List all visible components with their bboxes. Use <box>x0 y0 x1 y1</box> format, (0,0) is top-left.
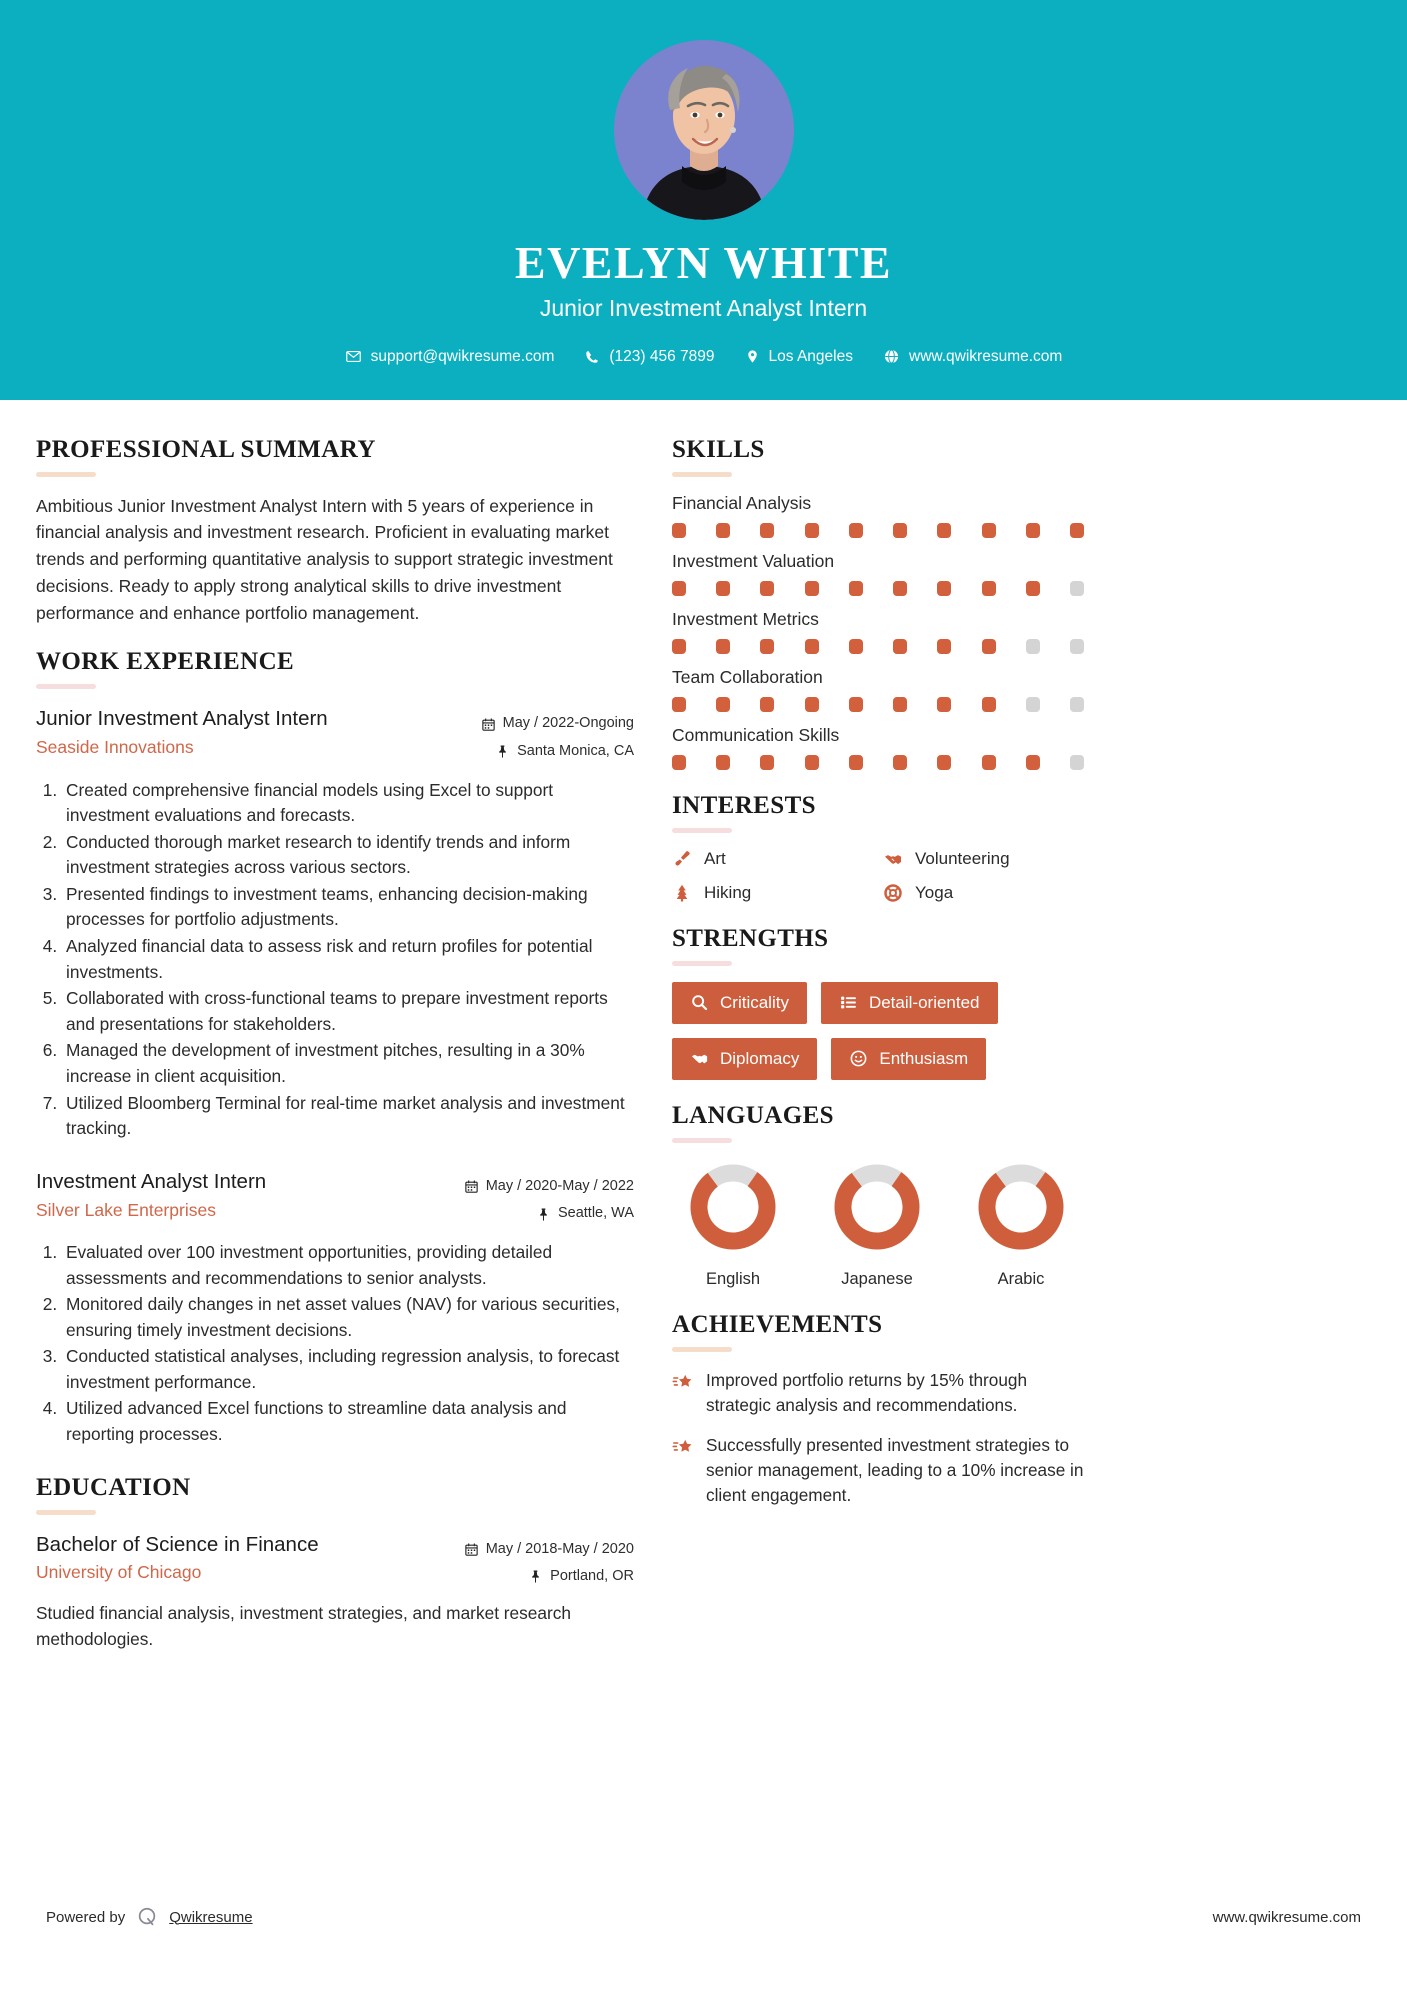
globe-icon <box>883 348 900 365</box>
skill-level-dot <box>893 523 907 538</box>
skill-name: Investment Valuation <box>672 550 835 571</box>
interest-item <box>883 883 1084 903</box>
strength-chip <box>821 982 998 1024</box>
job-bullet: 1. Evaluated over 100 investment opportunities, providing detailed assessments and recommendations to senior analysts. <box>62 1240 634 1291</box>
skill-level-dot <box>805 639 819 654</box>
achievement-text: Successfully presented investment strategies to senior management, leading to a 10% increase in client engagement. <box>706 1435 1084 1506</box>
skill-level-dot <box>1026 523 1040 538</box>
job-bullet: 3. Conducted statistical analyses, including regression analysis, to forecast investment performance. <box>62 1344 634 1395</box>
handshake-icon <box>883 849 903 869</box>
powered-by-label: Powered by <box>46 1908 126 1926</box>
skill-item <box>672 609 1084 654</box>
job-header <box>36 705 634 765</box>
job-location: Santa Monica, CA <box>517 742 634 759</box>
skill-level-dot <box>672 639 686 654</box>
location-pin-icon <box>745 348 760 365</box>
job-company: Silver Lake Enterprises <box>36 1199 216 1220</box>
education-title-block <box>36 1531 458 1584</box>
skill-level-dot <box>982 755 996 770</box>
magnifier-icon <box>690 993 709 1012</box>
education-list <box>36 1531 634 1653</box>
handshake-icon <box>690 1049 709 1068</box>
pin-icon <box>495 744 510 759</box>
skill-level-dot <box>982 697 996 712</box>
interest-item <box>672 883 873 903</box>
section-rule <box>36 472 96 477</box>
language-label: Japanese <box>841 1269 913 1288</box>
strength-label: Detail-oriented <box>868 992 980 1012</box>
contact-location[interactable] <box>745 348 853 366</box>
language-item <box>960 1159 1082 1289</box>
job-meta <box>458 705 634 765</box>
job-location-line <box>458 1200 634 1228</box>
smiley-icon <box>849 1049 868 1068</box>
skill-level-dot <box>1070 755 1084 770</box>
job-bullets <box>36 778 634 1142</box>
powered-by-block <box>46 1906 253 1928</box>
section-achievements <box>672 1311 1084 1509</box>
contact-website-text: www.qwikresume.com <box>909 347 1063 365</box>
skill-level-dot <box>937 639 951 654</box>
section-professional-summary <box>36 436 634 627</box>
education-description: Studied financial analysis, investment strategies, and market research methodologies. <box>36 1602 572 1649</box>
job-dates: May / 2020-May / 2022 <box>485 1177 634 1194</box>
skill-level-dot <box>849 697 863 712</box>
skill-item <box>672 667 1084 712</box>
skill-level-dot <box>1026 697 1040 712</box>
skill-level-dot <box>937 755 951 770</box>
job-location-line <box>458 738 634 766</box>
interest-item <box>883 849 1084 869</box>
language-donut-chart <box>973 1159 1069 1255</box>
job-dates-line <box>458 1173 634 1201</box>
job-bullet: 4. Analyzed financial data to assess risk and return profiles for potential investments. <box>62 934 634 985</box>
job-entry <box>36 705 634 1141</box>
strength-label: Enthusiasm <box>879 1048 969 1068</box>
education-location: Portland, OR <box>550 1568 634 1585</box>
tree-icon <box>672 883 692 903</box>
achievement-text: Improved portfolio returns by 15% through strategic analysis and recommendations. <box>706 1369 1028 1415</box>
strength-chip <box>672 1038 817 1080</box>
qwikresume-brand-link[interactable]: Qwikresume <box>169 1908 253 1926</box>
strength-label: Diplomacy <box>720 1048 800 1068</box>
job-dates: May / 2022-Ongoing <box>502 715 634 732</box>
section-rule <box>672 472 732 477</box>
skill-level-dot <box>1070 581 1084 596</box>
pin-icon <box>528 1569 543 1584</box>
lifebuoy-icon <box>883 883 903 903</box>
skill-level-dot <box>672 697 686 712</box>
education-location-line <box>458 1563 634 1591</box>
section-title-summary: PROFESSIONAL SUMMARY <box>36 435 376 463</box>
languages-list <box>672 1159 1084 1289</box>
skill-level-dot <box>1026 639 1040 654</box>
phone-icon <box>584 349 600 365</box>
job-location: Seattle, WA <box>557 1205 634 1222</box>
interest-label: Yoga <box>915 882 954 902</box>
calendar-icon <box>481 717 496 732</box>
language-item <box>672 1159 794 1289</box>
skill-level-dot <box>760 639 774 654</box>
skill-level-dot <box>760 523 774 538</box>
skill-level-dot <box>893 697 907 712</box>
section-rule <box>672 961 732 966</box>
skill-level-dot <box>672 523 686 538</box>
language-label: Arabic <box>997 1269 1045 1288</box>
section-title-education: EDUCATION <box>36 1473 191 1501</box>
language-label: English <box>705 1269 761 1288</box>
skill-level-dot <box>716 523 730 538</box>
job-meta <box>458 1168 634 1228</box>
skill-level-dot <box>982 639 996 654</box>
job-title: Junior Investment Analyst Intern <box>36 707 328 731</box>
education-dates-line <box>458 1536 634 1564</box>
skill-name: Financial Analysis <box>672 492 812 513</box>
section-title-experience: WORK EXPERIENCE <box>36 648 295 676</box>
avatar <box>614 40 794 220</box>
skill-level-dot <box>760 755 774 770</box>
qwikresume-logo-icon <box>136 1906 158 1928</box>
section-title-languages: LANGUAGES <box>672 1101 834 1129</box>
job-title-block <box>36 1168 458 1221</box>
section-title-achievements: ACHIEVEMENTS <box>672 1310 883 1338</box>
skill-level-dot <box>760 581 774 596</box>
interest-label: Volunteering <box>915 848 1010 868</box>
skill-level-dot <box>982 581 996 596</box>
skill-level-dot <box>849 581 863 596</box>
paintbrush-icon <box>672 849 692 869</box>
resume-body <box>0 400 1407 1679</box>
contact-email[interactable] <box>345 348 555 366</box>
job-bullet: 1. Created comprehensive financial models using Excel to support investment evaluations and forecasts. <box>62 778 634 829</box>
skill-level-dot <box>893 755 907 770</box>
skill-name: Team Collaboration <box>672 666 823 687</box>
interests-list <box>672 849 1084 903</box>
skill-name: Communication Skills <box>672 724 840 745</box>
skill-name: Investment Metrics <box>672 608 819 629</box>
skill-level-dot <box>1026 581 1040 596</box>
contact-email-text: support@qwikresume.com <box>370 347 555 365</box>
contact-website[interactable] <box>883 348 1062 366</box>
contact-location-text: Los Angeles <box>768 347 853 365</box>
job-title: Investment Analyst Intern <box>36 1169 267 1193</box>
section-rule <box>672 1347 732 1352</box>
job-bullet: 7. Utilized Bloomberg Terminal for real-time market analysis and investment tracking. <box>62 1091 634 1142</box>
education-school: University of Chicago <box>36 1562 202 1583</box>
achievements-list <box>672 1368 1084 1509</box>
strength-label: Criticality <box>720 992 789 1012</box>
right-column <box>672 436 1084 1531</box>
skill-level-dot <box>893 639 907 654</box>
section-education <box>36 1474 634 1653</box>
section-title-interests: INTERESTS <box>672 791 816 819</box>
job-bullet: 4. Utilized advanced Excel functions to streamline data analysis and reporting processes. <box>62 1396 634 1447</box>
skill-level-dot <box>1026 755 1040 770</box>
section-title-strengths: STRENGTHS <box>672 924 829 952</box>
skill-item <box>672 725 1084 770</box>
skill-level-dot <box>805 755 819 770</box>
skill-level-dot <box>805 581 819 596</box>
skill-level-meter <box>672 523 1084 538</box>
skills-list <box>672 493 1084 770</box>
job-bullet: 2. Conducted thorough market research to identify trends and inform investment strategies across various sectors. <box>62 830 634 881</box>
language-donut-chart <box>829 1159 925 1255</box>
contact-bar <box>0 348 1407 366</box>
achievement-item <box>672 1433 1084 1508</box>
achievement-item <box>672 1368 1084 1418</box>
footer-website-url[interactable]: www.qwikresume.com <box>1212 1908 1361 1926</box>
skill-level-meter <box>672 755 1084 770</box>
interest-label: Hiking <box>704 882 752 902</box>
skill-level-dot <box>716 755 730 770</box>
skill-level-dot <box>672 755 686 770</box>
section-title-skills: SKILLS <box>672 435 765 463</box>
skill-item <box>672 551 1084 596</box>
section-rule <box>36 1510 96 1515</box>
job-entry <box>36 1168 634 1448</box>
skill-level-dot <box>893 581 907 596</box>
skill-level-dot <box>716 697 730 712</box>
skill-level-dot <box>937 581 951 596</box>
list-icon <box>839 993 858 1012</box>
left-column <box>36 436 634 1679</box>
skill-level-dot <box>937 523 951 538</box>
strength-chip <box>831 1038 986 1080</box>
profile-photo-illustration <box>614 40 794 220</box>
education-meta <box>458 1531 634 1591</box>
education-dates: May / 2018-May / 2020 <box>485 1540 634 1557</box>
interest-label: Art <box>704 848 726 868</box>
skill-level-dot <box>982 523 996 538</box>
skill-level-dot <box>805 697 819 712</box>
skill-level-dot <box>1070 697 1084 712</box>
skill-level-meter <box>672 581 1084 596</box>
skill-level-meter <box>672 639 1084 654</box>
section-work-experience <box>36 648 634 1447</box>
skill-level-meter <box>672 697 1084 712</box>
skill-level-dot <box>805 523 819 538</box>
language-donut-chart <box>685 1159 781 1255</box>
shooting-star-icon <box>672 1371 694 1393</box>
strength-chip <box>672 982 807 1024</box>
skill-item <box>672 493 1084 538</box>
job-role-subtitle: Junior Investment Analyst Intern <box>539 294 868 321</box>
section-rule <box>672 1138 732 1143</box>
education-header <box>36 1531 634 1591</box>
job-bullet: 6. Managed the development of investment pitches, resulting in a 30% increase in client acquisition. <box>62 1038 634 1089</box>
skill-level-dot <box>672 581 686 596</box>
job-list <box>36 705 634 1447</box>
skill-level-dot <box>849 523 863 538</box>
language-item <box>816 1159 938 1289</box>
calendar-icon <box>464 1179 479 1194</box>
section-skills <box>672 436 1084 770</box>
skill-level-dot <box>760 697 774 712</box>
education-degree: Bachelor of Science in Finance <box>36 1532 319 1556</box>
skill-level-dot <box>937 697 951 712</box>
job-bullet: 5. Collaborated with cross-functional teams to prepare investment reports and presentations for stakeholders. <box>62 986 634 1037</box>
education-entry <box>36 1531 634 1653</box>
shooting-star-icon <box>672 1436 694 1458</box>
job-company: Seaside Innovations <box>36 737 194 758</box>
calendar-icon <box>464 1542 479 1557</box>
section-rule <box>672 828 732 833</box>
pin-icon <box>536 1207 551 1222</box>
job-bullet: 3. Presented findings to investment teams, enhancing decision-making processes for portfolio adjustments. <box>62 882 634 933</box>
page-footer <box>0 1906 1407 1928</box>
envelope-icon <box>345 348 362 365</box>
section-languages <box>672 1102 1084 1289</box>
contact-phone-text: (123) 456 7899 <box>609 347 715 365</box>
job-dates-line <box>458 710 634 738</box>
section-strengths <box>672 925 1084 1080</box>
skill-level-dot <box>1070 639 1084 654</box>
job-bullet: 2. Monitored daily changes in net asset values (NAV) for various securities, ensuring timely investment decisions. <box>62 1292 634 1343</box>
contact-phone[interactable] <box>584 348 714 366</box>
skill-level-dot <box>849 755 863 770</box>
page-title: EVELYN WHITE <box>514 237 893 288</box>
strengths-list <box>672 982 1084 1080</box>
summary-text: Ambitious Junior Investment Analyst Intern with 5 years of experience in financial analysis and investment research. Proficient in evaluating market trends and performing quantitative analysis to support strategic investment decisions. Ready to apply strong analytical skills to drive investment performance and enhance portfolio management. <box>36 495 613 623</box>
job-bullets <box>36 1240 634 1448</box>
skill-level-dot <box>849 639 863 654</box>
resume-header <box>0 0 1407 400</box>
skill-level-dot <box>716 581 730 596</box>
skill-level-dot <box>716 639 730 654</box>
job-header <box>36 1168 634 1228</box>
section-rule <box>36 684 96 689</box>
interest-item <box>672 849 873 869</box>
skill-level-dot <box>1070 523 1084 538</box>
job-title-block <box>36 705 458 758</box>
section-interests <box>672 792 1084 903</box>
